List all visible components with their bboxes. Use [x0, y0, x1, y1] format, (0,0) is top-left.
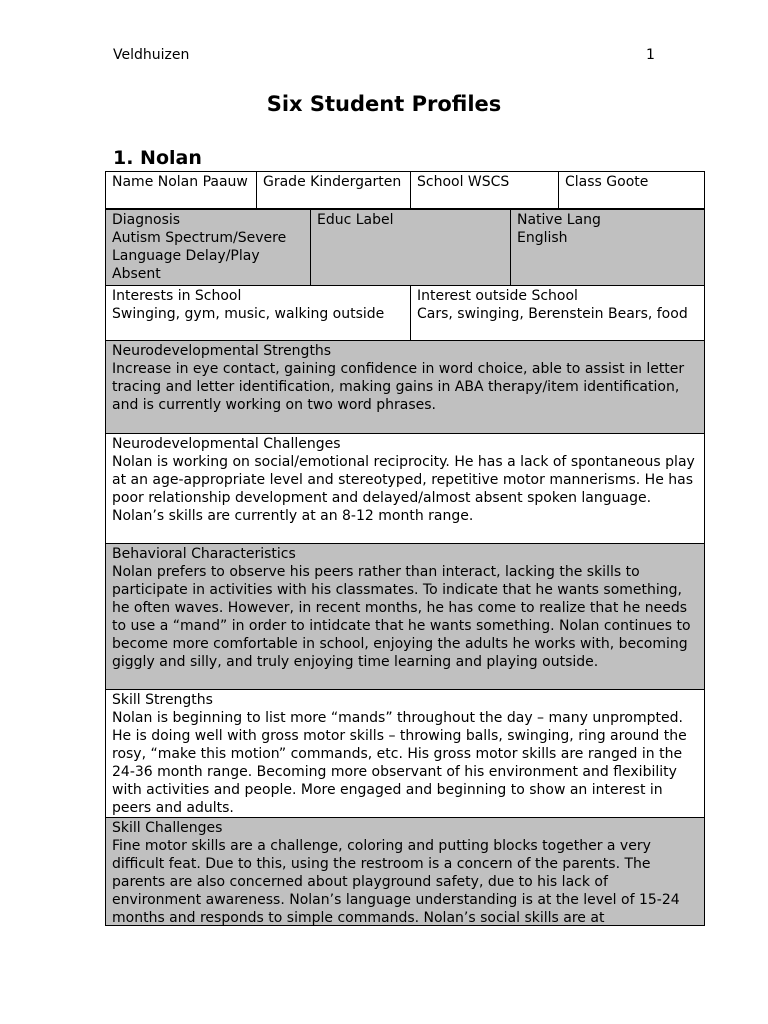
neuro-strengths-label: Neurodevelopmental Strengths: [112, 343, 332, 359]
interests-school-value: Swinging, gym, music, walking outside: [112, 306, 385, 322]
native-lang-label: Native Lang: [517, 212, 601, 228]
skill-challenges-row: [106, 818, 704, 926]
skill-strengths-row: [106, 690, 704, 818]
name-cell: Name Nolan Paauw: [106, 172, 257, 208]
school-cell: School WSCS: [411, 172, 559, 208]
running-header-author: Veldhuizen: [113, 47, 190, 63]
skill-challenges-cell: [106, 818, 704, 926]
interests-row: [106, 286, 704, 341]
neuro-challenges-text: Nolan is working on social/emotional reciprocity. He has a lack of spontaneous play at an age-appropriate level and stereotyped, repetitive motor mannerisms. He has poor relationship development and delayed/almost absent spoken language. Nolan’s skills are currently at an 8-12 month range.: [112, 454, 695, 524]
educ-label-cell: [311, 210, 511, 285]
interests-outside-cell: [411, 286, 704, 340]
diagnosis-value: Autism Spectrum/Severe Language Delay/Play Absent: [112, 230, 287, 282]
behavioral-cell: [106, 544, 704, 689]
native-lang-cell: [511, 210, 704, 285]
skill-challenges-text: Fine motor skills are a challenge, coloring and putting blocks together a very difficult feat. Due to this, using the restroom is a concern of the parents. The parents are also concerned about playground safety, due to his lack of environment awareness. Nolan’s language understanding is at the level of 15-24 months and responds to simple commands. Nolan’s social skills are at: [112, 838, 680, 926]
interests-outside-value: Cars, swinging, Berenstein Bears, food: [417, 306, 688, 322]
neuro-challenges-cell: [106, 434, 704, 543]
interests-school-cell: [106, 286, 411, 340]
grade-cell: Grade Kindergarten: [257, 172, 411, 208]
native-lang-value: English: [517, 230, 568, 246]
diagnosis-row: [106, 210, 704, 286]
diagnosis-cell: [106, 210, 311, 285]
educ-label-label: Educ Label: [317, 212, 394, 228]
skill-strengths-cell: [106, 690, 704, 817]
neuro-strengths-row: [106, 341, 704, 434]
document-title: Six Student Profiles: [266, 92, 502, 116]
student-heading: 1. Nolan: [113, 147, 202, 169]
skill-strengths-label: Skill Strengths: [112, 692, 213, 708]
interests-outside-label: Interest outside School: [417, 288, 578, 304]
behavioral-text: Nolan prefers to observe his peers rather than interact, lacking the skills to participate in activities with his classmates. To indicate that he wants something, he often waves. However, in recent months, he has come to realize that he needs to use a “mand” in order to intidcate that he wants something. Nolan continues to become more comfortable in school, enjoying the adults he works with, becoming giggly and silly, and truly enjoying time learning and playing outside.: [112, 564, 691, 670]
page-number: 1: [646, 47, 655, 63]
neuro-challenges-row: [106, 434, 704, 544]
skill-challenges-label: Skill Challenges: [112, 820, 223, 836]
neuro-strengths-cell: [106, 341, 704, 433]
neuro-challenges-label: Neurodevelopmental Challenges: [112, 436, 341, 452]
class-cell: Class Goote: [565, 174, 649, 190]
diagnosis-label: Diagnosis: [112, 212, 181, 228]
behavioral-row: [106, 544, 704, 690]
student-profile-table: [105, 171, 705, 926]
interests-school-label: Interests in School: [112, 288, 242, 304]
skill-strengths-text: Nolan is beginning to list more “mands” throughout the day – many unprompted. He is doing well with gross motor skills – throwing balls, swinging, ring around the rosy, “make this motion” commands, etc. His gross motor skills are ranged in the 24-36 month range. Becoming more observant of his environment and flexibility with activities and people. More engaged and beginning to show an interest in peers and adults.: [112, 710, 687, 816]
neuro-strengths-text: Increase in eye contact, gaining confidence in word choice, able to assist in letter tracing and letter identification, making gains in ABA therapy/item identification, and is currently working on two word phrases.: [112, 361, 685, 413]
behavioral-label: Behavioral Characteristics: [112, 546, 296, 562]
identity-row: [106, 172, 704, 210]
